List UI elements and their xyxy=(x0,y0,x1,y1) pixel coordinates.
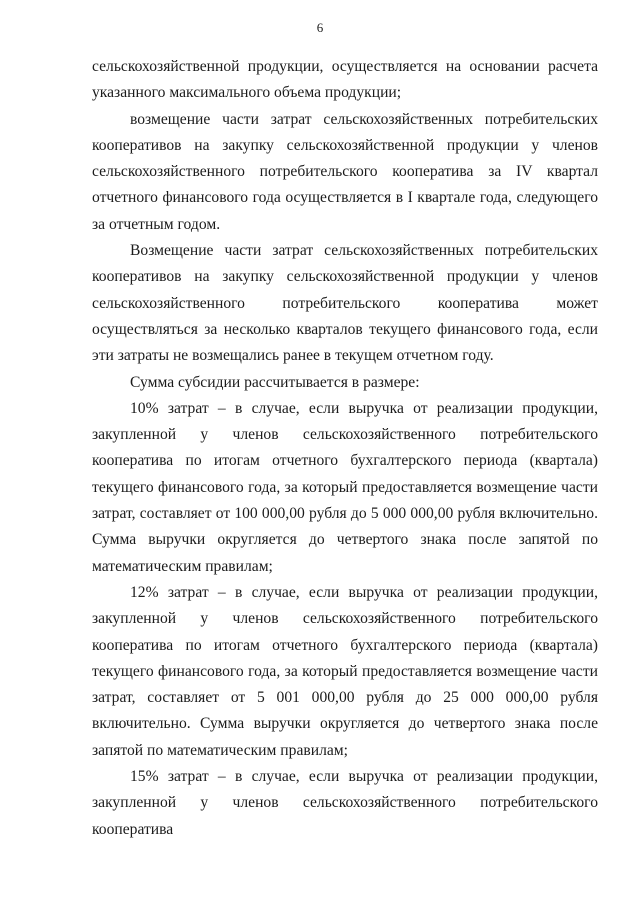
paragraph-continuation: сельскохозяйственной продукции, осуществляется на основании расчета указанного максимального объема продукции; xyxy=(92,58,598,102)
paragraph-rate-15-percent: 15% затрат – в случае, если выручка от реализации продукции, закупленной у членов сельскохозяйственного потребительского кооператива xyxy=(92,768,598,838)
paragraph-rate-10-percent: 10% затрат – в случае, если выручка от реализации продукции, закупленной у членов сельскохозяйственного потребительского кооператива по итогам отчетного бухгалтерского периода (квартала) текущего финансового года, за который предоставляется возмещение части затрат, составляет от 100 000,00 рубля до 5 000 000,00 рубля включительно. Сумма выручки округляется до четвертого знака после запятой по математическим правилам; xyxy=(92,399,598,575)
paragraph-quarter-iv-compensation: возмещение части затрат сельскохозяйственных потребительских кооперативов на закупку сельскохозяйственной продукции у членов сельскохозяйственного потребительского кооператива за IV квартал отчетного финансового года осуществляется в I квартале года, следующего за отчетным годом. xyxy=(92,110,598,233)
paragraph-rate-12-percent: 12% затрат – в случае, если выручка от реализации продукции, закупленной у членов сельскохозяйственного потребительского кооператива по итогам отчетного бухгалтерского периода (квартала) текущего финансового года, за который предоставляется возмещение части затрат, составляет от 5 001 000,00 рубля до 25 000 000,00 рубля включительно. Сумма выручки округляется до четвертого знака после запятой по математическим правилам; xyxy=(92,583,598,759)
paragraph-subsidy-amount-intro: Сумма субсидии рассчитывается в размере: xyxy=(130,373,420,391)
page-number: 6 xyxy=(316,20,324,35)
paragraph-multiple-quarters: Возмещение части затрат сельскохозяйственных потребительских кооперативов на закупку сельскохозяйственной продукции у членов сельскохозяйственного потребительского кооператива может осуществляться за несколько кварталов текущего финансового года, если эти затраты не возмещались ранее в текущем отчетном году. xyxy=(92,242,598,365)
document-body xyxy=(92,54,598,843)
